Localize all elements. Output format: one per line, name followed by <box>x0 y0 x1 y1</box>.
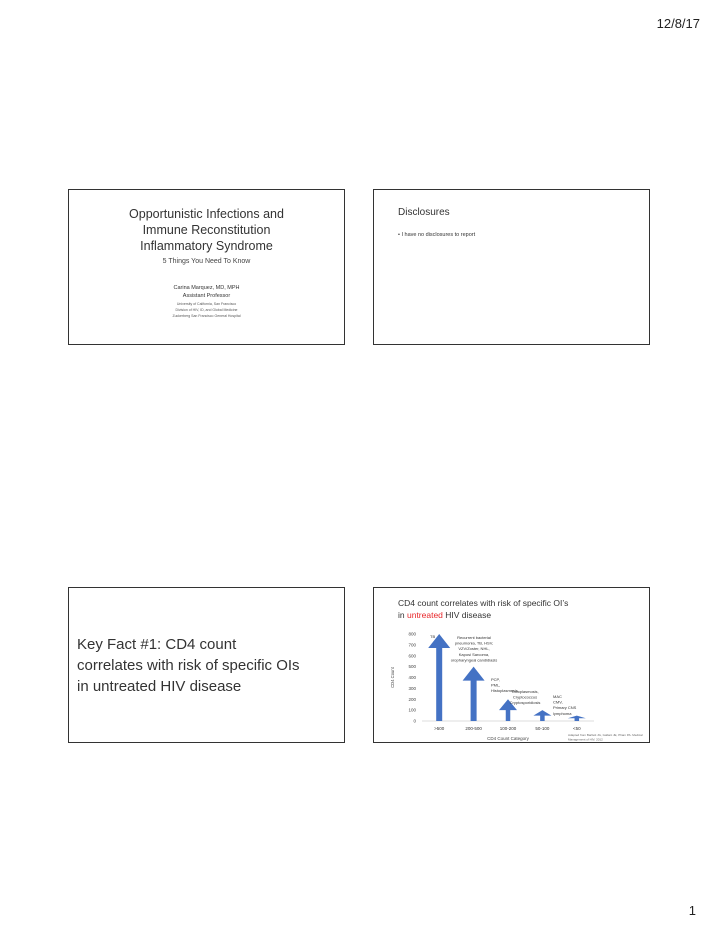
oi-annotation: TB <box>430 634 436 639</box>
oi-annotation: Histoplasmosis, <box>491 688 520 694</box>
y-axis-label: CD4 Count <box>390 667 395 688</box>
y-tick-label: 200 <box>408 696 416 702</box>
key-fact-line: Key Fact #1: CD4 count <box>77 636 237 653</box>
title-line: Opportunistic Infections and <box>129 207 284 221</box>
author-name: Carina Marquez, MD, MPH <box>173 285 240 291</box>
affiliation-line: Zuckerberg San Francisco General Hospital <box>172 314 241 318</box>
key-fact-line: in untreated HIV disease <box>77 678 242 695</box>
slide-key-fact <box>68 587 345 743</box>
oi-annotation: MAC <box>553 694 562 699</box>
heading-text: HIV disease <box>442 610 492 620</box>
author-block <box>69 284 344 300</box>
oi-annotation: PCP, <box>491 677 500 682</box>
y-tick-label: 300 <box>408 685 416 691</box>
y-tick-label: 500 <box>408 664 416 670</box>
page-date: 12/8/17 <box>656 16 700 31</box>
oi-annotation: PML, <box>491 682 501 688</box>
slide-title <box>68 189 345 345</box>
slide-disclosures <box>373 189 650 345</box>
x-tick-label: 200-500 <box>465 726 482 731</box>
y-tick-label: 600 <box>408 653 416 659</box>
oi-annotation: lymphoma <box>553 710 572 716</box>
affiliations <box>69 301 344 319</box>
oi-annotation: pneumonia, TB, HSV, <box>454 640 494 646</box>
y-tick-label: 800 <box>408 631 416 637</box>
cd4-arrow-chart <box>374 588 651 744</box>
cd4-arrow-bar <box>533 710 551 721</box>
oi-annotation: Toxoplasmosis, <box>511 689 539 694</box>
x-tick-label: <50 <box>572 726 581 731</box>
affiliation-line: University of California, San Francisco <box>176 302 237 306</box>
x-tick-label: 50-100 <box>535 726 550 731</box>
key-fact-line: correlates with risk of specific OIs <box>77 657 300 674</box>
oi-annotation: oropharyngeal candidiasis <box>450 657 498 663</box>
chart-source: Adapted from Bartlett JG, Gallant JE, Pham PA. Medical <box>568 733 643 737</box>
oi-annotation: Cryptosporidiosis <box>509 700 541 706</box>
oi-annotation: Kaposi Sarcoma, <box>458 651 490 657</box>
oi-annotation: CMV, <box>553 699 563 705</box>
affiliation-line: Division of HIV, ID, and Global Medicine <box>175 308 238 312</box>
presentation-title <box>69 206 344 254</box>
x-axis-label: CD4 Count Category <box>487 736 529 741</box>
author-title: Assistant Professor <box>182 293 231 299</box>
oi-annotation: Recurrent bacterial <box>457 635 491 640</box>
x-tick-label: 100-200 <box>499 726 517 731</box>
bullet-item: • I have no disclosures to report <box>398 232 476 238</box>
slide-cd4-chart <box>373 587 650 743</box>
y-tick-label: 0 <box>413 718 416 724</box>
untreated-highlight: untreated <box>406 610 443 620</box>
cd4-arrow-bar <box>463 667 485 721</box>
heading-text: in <box>398 610 407 620</box>
oi-annotation: Cryptococcus <box>512 694 538 700</box>
heading-line-1: CD4 count correlates with risk of specific OI’s <box>398 598 569 608</box>
key-fact-heading <box>77 634 300 697</box>
y-tick-label: 100 <box>408 707 416 713</box>
presentation-subtitle: 5 Things You Need To Know <box>162 258 251 265</box>
title-line: Immune Reconstitution <box>142 223 271 237</box>
page-number: 1 <box>688 903 696 918</box>
title-line: Inflammatory Syndrome <box>140 239 273 253</box>
cd4-arrow-bar <box>568 716 586 721</box>
x-tick-label: >500 <box>434 726 445 731</box>
y-tick-label: 700 <box>408 642 416 648</box>
oi-annotation: Primary CNS <box>553 705 577 711</box>
y-tick-label: 400 <box>408 675 416 680</box>
cd4-arrow-bar <box>428 634 450 721</box>
chart-source: Management of HIV, 2012 <box>568 737 603 742</box>
oi-annotation: VZV/Zoster, NHL, <box>458 646 490 652</box>
slide-heading: Disclosures <box>398 207 450 218</box>
